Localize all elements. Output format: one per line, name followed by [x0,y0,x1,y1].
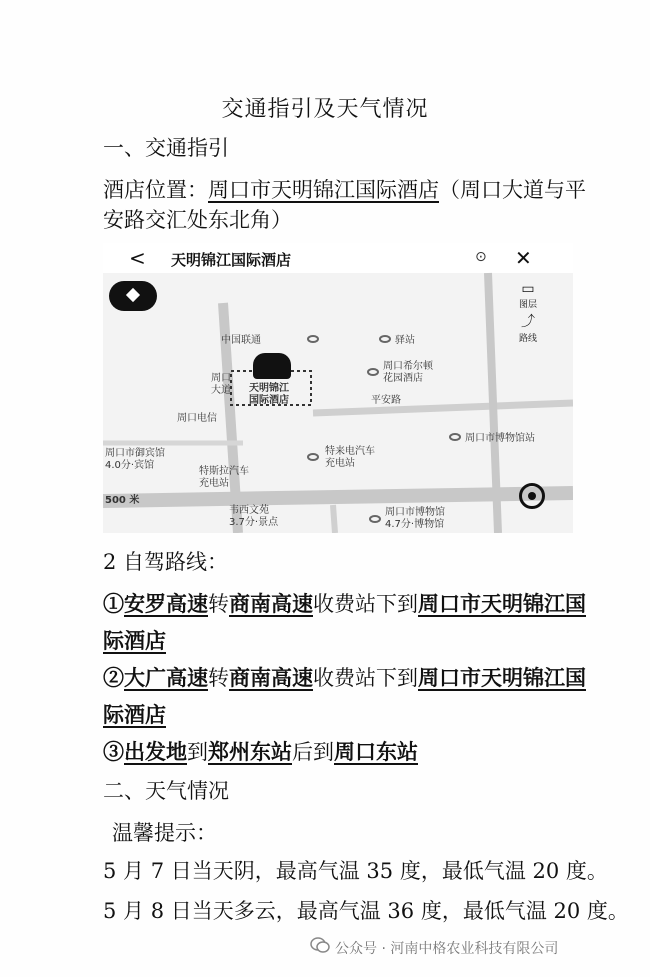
route-3-number: ③ [103,739,124,764]
route-label: 路线 [518,334,537,344]
route-1-line-2 [103,627,166,655]
map-label-zhongguo: 中国联通 [221,335,261,346]
map-roads [103,243,573,533]
weather-day-1: 5 月 7 日当天阴，最高气温 35 度，最低气温 20 度。 [103,859,608,883]
page-title: 交通指引及天气情况 [221,97,429,122]
map-scale: 500 米 [105,495,140,506]
footer-watermark: 公众号 · 河南中格农业科技有限公司 [335,941,559,957]
layers-label: 图层 [518,300,537,310]
route-2-line [103,664,586,692]
poi-icon [379,335,391,343]
route-2-text: 转 [208,666,229,690]
route-2-line-2 [103,701,166,729]
hotel-location-line-2: 安路交汇处东北角） [103,208,292,232]
map-label-wenyuan: 韦西文苑 3.7分·景点 [229,505,279,528]
map-label-museum-stop: 周口市博物馆站 [465,433,535,444]
route-icon: ⤴ [521,314,535,330]
map-label-telecom: 周口电信 [177,413,217,424]
hotel-marker-icon[interactable] [253,353,291,379]
map-label-station: 驿站 [395,335,415,346]
layers-button[interactable] [513,281,543,310]
compass-icon[interactable] [109,281,157,311]
section-heading-traffic: 一、交通指引 [103,136,229,160]
route-button[interactable] [513,311,543,344]
route-1-highway-a: 安罗高速 [124,591,208,616]
poi-icon [307,453,319,461]
route-1-line [103,590,586,618]
map-label-hilton: 周口希尔顿 花园酒店 [383,361,433,384]
drive-heading: 2 自驾路线： [103,550,229,574]
hotel-name: 周口市天明锦江国际酒店 [208,178,439,202]
map-label-hotel: 天明锦江 国际酒店 [249,383,289,406]
hotel-location-line [103,176,586,204]
section-heading-weather: 二、天气情况 [103,779,229,803]
route-3-station-b: 周口东站 [334,739,418,764]
wechat-icon [310,936,330,954]
route-1-destination: 周口市天明锦江国 [418,591,586,616]
route-2-highway-a: 大广高速 [124,665,208,690]
route-3-origin: 出发地 [124,739,187,764]
route-2-text-2: 收费站下到 [313,666,418,690]
share-icon[interactable]: ⊙ [475,249,487,265]
layers-icon: ▭ [521,281,535,297]
route-2-number: ② [103,665,124,690]
map-label-charging: 特来电汽车 充电站 [325,446,375,469]
map-label-pingan-road: 平安路 [371,395,401,406]
map-label-museum: 周口市博物馆 4.7分·博物馆 [385,507,445,530]
map-label-tesla: 特斯拉汽车 充电站 [199,466,249,489]
locate-icon[interactable] [519,483,545,509]
poi-icon [307,335,319,343]
hotel-note: （周口大道与平 [439,178,586,202]
map-header-title: 天明锦江国际酒店 [171,251,292,269]
route-1-number: ① [103,591,124,616]
route-2-destination-2: 际酒店 [103,702,166,727]
route-3-text: 到 [187,740,208,764]
tip-label: 温馨提示： [112,821,217,845]
close-icon[interactable]: ✕ [515,246,532,270]
poi-icon [369,515,381,523]
route-3-line [103,738,418,766]
route-3-text-2: 后到 [292,740,334,764]
weather-day-2: 5 月 8 日当天多云，最高气温 36 度，最低气温 20 度。 [103,899,629,923]
map-label-zhoukou-avenue: 周口 大道 [211,373,231,396]
hotel-label: 酒店位置： [103,178,208,202]
back-arrow-icon[interactable]: < [129,246,146,270]
route-1-text: 转 [208,592,229,616]
route-1-highway-b: 商南高速 [229,591,313,616]
poi-icon [449,433,461,441]
route-1-text-2: 收费站下到 [313,592,418,616]
map-label-yubin: 周口市御宾馆 4.0分·宾馆 [105,448,165,471]
route-2-destination: 周口市天明锦江国 [418,665,586,690]
map-screenshot [103,243,573,533]
route-1-destination-2: 际酒店 [103,628,166,653]
route-2-highway-b: 商南高速 [229,665,313,690]
route-3-station-a: 郑州东站 [208,739,292,764]
poi-icon [367,368,379,376]
